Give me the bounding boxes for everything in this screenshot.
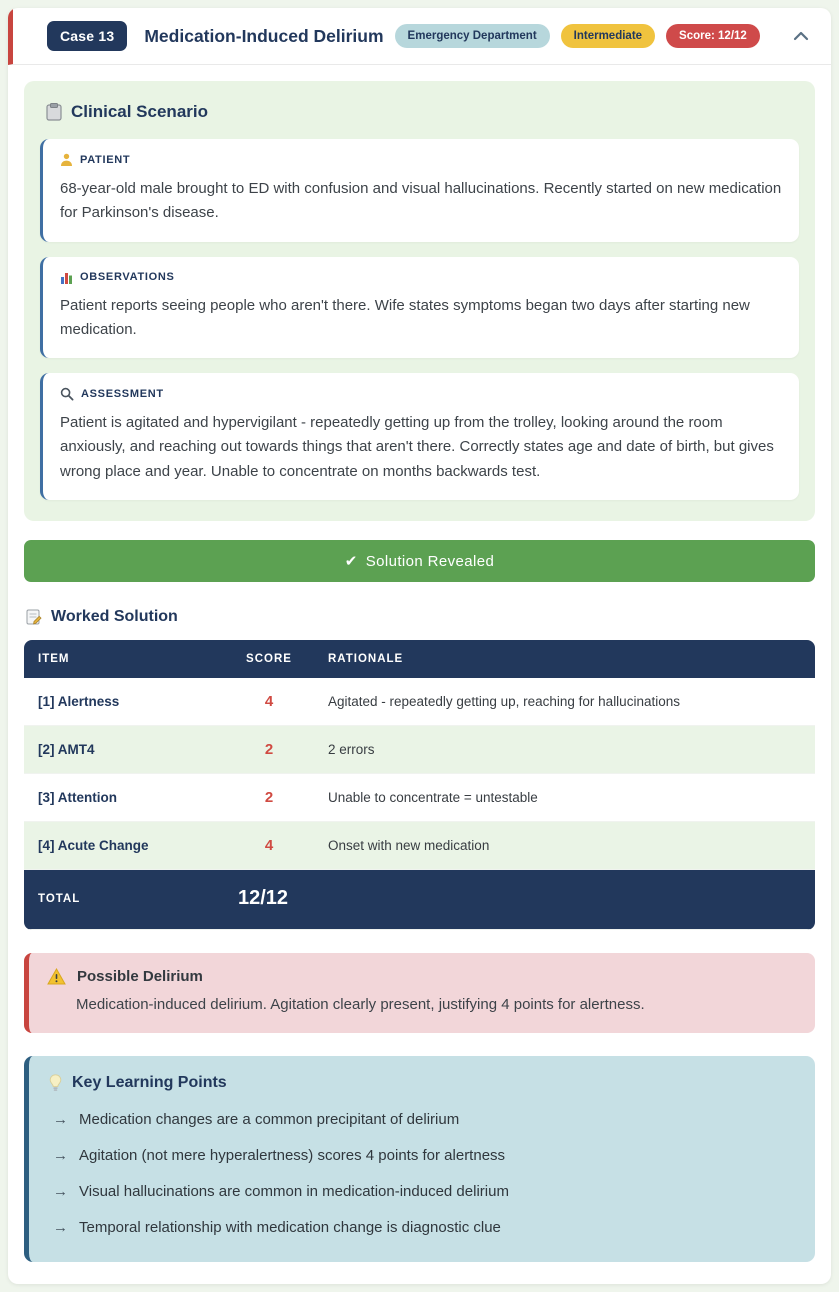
- solution-revealed-label: Solution Revealed: [365, 553, 495, 571]
- table-total-row: [24, 870, 815, 930]
- key-learning-heading: [49, 1074, 797, 1092]
- worked-solution-heading: [26, 608, 815, 626]
- difficulty-badge: Intermediate: [561, 24, 655, 48]
- key-learning-title: Key Learning Points: [72, 1073, 227, 1091]
- observations-card: [40, 257, 799, 359]
- arrow-icon: →: [53, 1110, 68, 1128]
- assessment-label: ASSESSMENT: [81, 388, 164, 401]
- assessment-card: [40, 373, 799, 500]
- column-header-rationale: RATIONALE: [314, 640, 815, 678]
- table-row: [24, 822, 815, 870]
- total-value: 12/12: [238, 887, 289, 910]
- worked-solution-title: Worked Solution: [51, 608, 178, 626]
- learning-point-text: Medication changes are a common precipitant of delirium: [79, 1110, 460, 1128]
- score-badge: Score: 12/12: [666, 24, 760, 48]
- table-row: [24, 726, 815, 774]
- score-cell: 4: [264, 693, 274, 711]
- check-icon: ✔: [344, 553, 358, 571]
- rationale-cell: Onset with new medication: [328, 838, 490, 854]
- magnifier-icon: [60, 387, 74, 401]
- patient-card: [40, 139, 799, 242]
- patient-icon: [60, 153, 73, 167]
- clinical-scenario-panel: [24, 81, 815, 521]
- learning-point: [53, 1217, 797, 1238]
- alert-title-row: [47, 968, 797, 985]
- clinical-scenario-heading: [46, 102, 799, 122]
- learning-point-text: Visual hallucinations are common in medication-induced delirium: [79, 1182, 509, 1200]
- alert-title: Possible Delirium: [77, 968, 203, 986]
- item-cell: [4] Acute Change: [38, 838, 149, 854]
- assessment-label-row: [60, 387, 782, 401]
- case-card: [8, 8, 831, 1284]
- solution-revealed-button[interactable]: [24, 540, 815, 582]
- score-cell: 2: [264, 741, 274, 759]
- column-header-score: SCORE: [224, 640, 314, 678]
- rationale-cell: Unable to concentrate = untestable: [328, 790, 538, 806]
- patient-label: PATIENT: [80, 154, 131, 166]
- chevron-up-icon[interactable]: [793, 31, 809, 41]
- column-header-item: ITEM: [24, 640, 224, 678]
- rationale-cell: Agitated - repeatedly getting up, reaching for hallucinations: [328, 694, 680, 710]
- key-learning-panel: [24, 1056, 815, 1262]
- item-cell: [1] Alertness: [38, 694, 120, 710]
- clinical-scenario-title: Clinical Scenario: [71, 102, 208, 121]
- learning-point-text: Agitation (not mere hyperalertness) scores 4 points for alertness: [79, 1146, 506, 1164]
- case-title: Medication-Induced Delirium: [144, 25, 384, 46]
- bar-chart-icon: [60, 271, 73, 284]
- patient-text: 68-year-old male brought to ED with confusion and visual hallucinations. Recently started on new medication for Parkinson's disease.: [60, 180, 782, 222]
- lightbulb-icon: [49, 1074, 62, 1092]
- total-label: TOTAL: [38, 892, 81, 905]
- diagnosis-alert-panel: [24, 953, 815, 1033]
- observations-text: Patient reports seeing people who aren't there. Wife states symptoms began two days after starting new medication.: [60, 296, 750, 338]
- learning-point-text: Temporal relationship with medication change is diagnostic clue: [79, 1218, 501, 1236]
- score-cell: 2: [264, 789, 274, 807]
- case-header[interactable]: [8, 8, 831, 65]
- observations-label-row: [60, 271, 782, 284]
- arrow-icon: →: [53, 1182, 68, 1200]
- warning-icon: [47, 968, 66, 985]
- score-cell: 4: [264, 837, 274, 855]
- table-row: [24, 678, 815, 726]
- rationale-cell: 2 errors: [328, 742, 375, 758]
- learning-point: [53, 1181, 797, 1202]
- learning-point: [53, 1145, 797, 1166]
- item-cell: [2] AMT4: [38, 742, 95, 758]
- table-header-row: [24, 640, 815, 678]
- worked-solution-table: [24, 640, 815, 930]
- assessment-text: Patient is agitated and hypervigilant - repeatedly getting up from the trolley, looking around the room anxiously, and reaching out towards things that aren't there. Correctly states age and date of birth, but gives wrong place and year. Unable to concentrate on months backwards test.: [60, 414, 774, 480]
- arrow-icon: →: [53, 1218, 68, 1236]
- case-body: [8, 65, 831, 1284]
- alert-text: Medication-induced delirium. Agitation clearly present, justifying 4 points for alertness.: [76, 996, 645, 1014]
- patient-label-row: [60, 153, 782, 167]
- clipboard-icon: [46, 103, 62, 121]
- department-badge: Emergency Department: [395, 24, 550, 48]
- case-number-badge: Case 13: [47, 21, 127, 51]
- table-row: [24, 774, 815, 822]
- memo-icon: [26, 609, 42, 625]
- arrow-icon: →: [53, 1146, 68, 1164]
- learning-point: [53, 1109, 797, 1130]
- observations-label: OBSERVATIONS: [80, 271, 175, 284]
- item-cell: [3] Attention: [38, 790, 117, 806]
